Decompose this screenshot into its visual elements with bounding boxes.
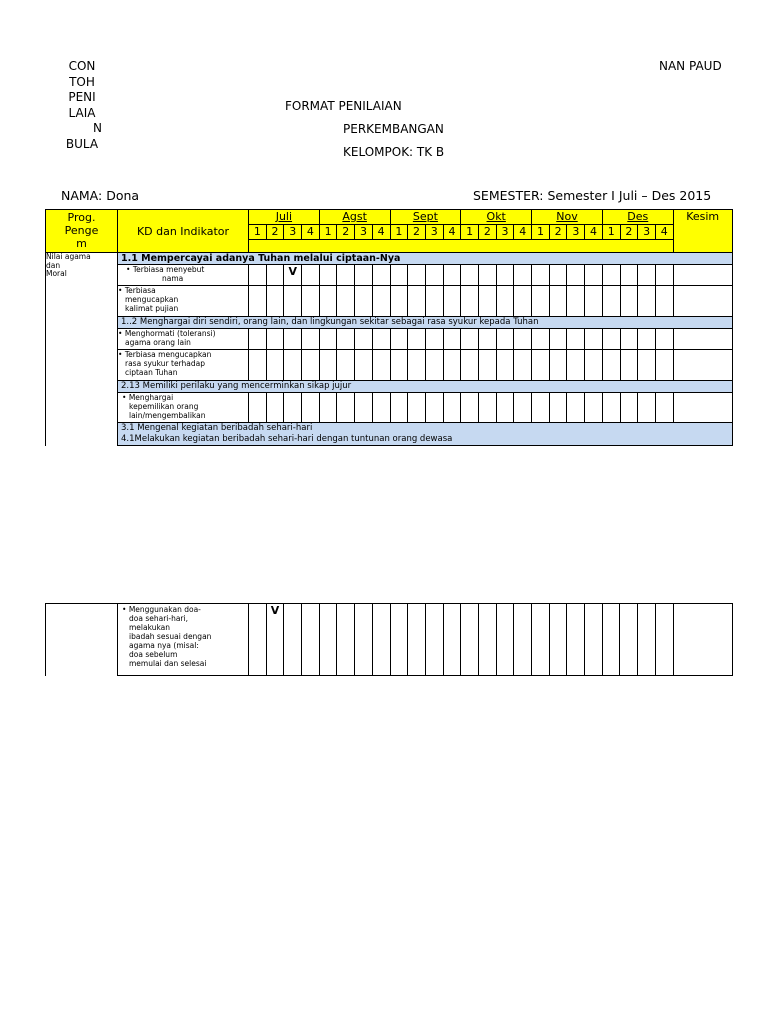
score-cell[interactable] xyxy=(249,350,267,381)
score-cell[interactable] xyxy=(319,286,337,317)
score-cell[interactable] xyxy=(249,265,267,286)
program-area-line: Nilai agama xyxy=(46,252,91,261)
kesim-cell[interactable] xyxy=(673,286,732,317)
score-cell[interactable] xyxy=(266,329,284,350)
score-cell[interactable] xyxy=(567,604,585,676)
month-header-juli: Juli xyxy=(249,210,320,225)
week-header-spacer xyxy=(249,240,674,253)
score-cell[interactable] xyxy=(620,604,638,676)
score-cell[interactable] xyxy=(602,286,620,317)
score-cell[interactable] xyxy=(655,329,673,350)
indicator-line: kalimat pujian xyxy=(125,304,179,313)
score-cell[interactable] xyxy=(655,265,673,286)
week-header: 1 xyxy=(249,225,267,240)
score-cell[interactable] xyxy=(302,604,320,676)
score-cell[interactable] xyxy=(620,329,638,350)
score-cell[interactable] xyxy=(408,393,426,423)
score-cell[interactable] xyxy=(319,393,337,423)
score-cell[interactable] xyxy=(638,286,656,317)
score-cell[interactable] xyxy=(355,350,373,381)
kesim-cell[interactable] xyxy=(673,350,732,381)
indicator-line: • Menggunakan doa- xyxy=(122,605,201,614)
score-cell[interactable] xyxy=(443,604,461,676)
left-title-line: TOH xyxy=(69,74,95,89)
score-cell[interactable] xyxy=(408,350,426,381)
score-cell[interactable] xyxy=(514,329,532,350)
score-cell[interactable] xyxy=(620,393,638,423)
score-cell[interactable] xyxy=(655,604,673,676)
kesim-cell[interactable] xyxy=(673,329,732,350)
score-cell[interactable] xyxy=(549,350,567,381)
score-cell[interactable] xyxy=(655,350,673,381)
score-cell[interactable] xyxy=(284,350,302,381)
score-cell[interactable] xyxy=(638,604,656,676)
kd-line: 4.1Melakukan kegiatan beribadah sehari-hari dengan tuntunan orang dewasa xyxy=(121,434,453,444)
score-cell[interactable] xyxy=(461,393,479,423)
indicator-cell xyxy=(118,604,249,676)
week-header: 1 xyxy=(319,225,337,240)
score-cell[interactable] xyxy=(372,604,390,676)
score-cell[interactable] xyxy=(549,393,567,423)
indicator-text: Terbiasa menyebut xyxy=(132,265,205,274)
score-cell[interactable] xyxy=(302,286,320,317)
indicator-line: mengucapkan xyxy=(125,295,179,304)
score-cell[interactable] xyxy=(620,286,638,317)
month-header-okt: Okt xyxy=(461,210,532,225)
score-cell[interactable] xyxy=(638,329,656,350)
score-cell[interactable] xyxy=(302,350,320,381)
indicator-line: melakukan xyxy=(129,623,171,632)
score-cell[interactable] xyxy=(585,350,603,381)
left-title-line: LAIA xyxy=(68,105,96,120)
week-header: 2 xyxy=(549,225,567,240)
score-cell[interactable] xyxy=(266,350,284,381)
score-cell[interactable] xyxy=(585,604,603,676)
month-header-agst: Agst xyxy=(319,210,390,225)
kd-header: KD dan Indikator xyxy=(118,210,249,253)
prog-header-line: m xyxy=(76,237,87,250)
score-cell[interactable] xyxy=(585,265,603,286)
indicator-text: Terbiasa xyxy=(124,286,156,295)
score-cell[interactable] xyxy=(620,350,638,381)
score-cell[interactable] xyxy=(496,265,514,286)
score-cell[interactable] xyxy=(408,604,426,676)
score-cell[interactable] xyxy=(638,350,656,381)
score-cell[interactable] xyxy=(602,393,620,423)
score-cell[interactable] xyxy=(337,604,355,676)
score-cell[interactable] xyxy=(302,265,320,286)
kd-row: 2.13 Memiliki perilaku yang mencerminkan sikap jujur xyxy=(118,381,733,393)
indicator-text: Menggunakan doa- xyxy=(128,605,201,614)
week-header: 2 xyxy=(337,225,355,240)
score-cell[interactable] xyxy=(372,329,390,350)
indicator-line: kepemilikan orang xyxy=(129,402,199,411)
score-cell[interactable] xyxy=(337,265,355,286)
score-cell[interactable] xyxy=(443,329,461,350)
score-cell[interactable] xyxy=(496,350,514,381)
score-cell[interactable] xyxy=(567,286,585,317)
indicator-cell xyxy=(118,329,249,350)
score-cell[interactable] xyxy=(390,393,408,423)
score-cell[interactable] xyxy=(496,393,514,423)
score-cell[interactable] xyxy=(655,286,673,317)
score-cell[interactable] xyxy=(549,265,567,286)
score-cell[interactable] xyxy=(390,329,408,350)
program-area xyxy=(46,253,118,446)
score-cell[interactable] xyxy=(372,286,390,317)
score-cell[interactable] xyxy=(478,604,496,676)
score-cell[interactable] xyxy=(620,265,638,286)
left-title-line: CON xyxy=(68,59,96,73)
score-cell[interactable] xyxy=(567,329,585,350)
score-cell[interactable] xyxy=(549,286,567,317)
score-cell[interactable] xyxy=(532,286,550,317)
score-cell[interactable] xyxy=(514,393,532,423)
score-cell[interactable] xyxy=(461,350,479,381)
indicator-cell xyxy=(118,350,249,381)
score-cell[interactable] xyxy=(284,286,302,317)
score-cell-checked[interactable]: V xyxy=(284,265,302,286)
program-area-line: Moral xyxy=(46,269,67,278)
score-cell[interactable] xyxy=(461,286,479,317)
score-cell[interactable] xyxy=(425,265,443,286)
score-cell[interactable] xyxy=(549,604,567,676)
score-cell[interactable] xyxy=(443,393,461,423)
week-header: 3 xyxy=(638,225,656,240)
kd-row: 1..2 Menghargai diri sendiri, orang lain, dan lingkungan sekitar sebagai rasa syukur kepada Tuhan xyxy=(118,317,733,329)
score-cell[interactable] xyxy=(266,393,284,423)
score-cell[interactable] xyxy=(355,265,373,286)
score-cell[interactable] xyxy=(319,329,337,350)
score-cell[interactable] xyxy=(443,286,461,317)
week-header: 1 xyxy=(532,225,550,240)
assessment-table xyxy=(45,209,733,446)
score-cell[interactable] xyxy=(425,350,443,381)
score-cell[interactable] xyxy=(372,350,390,381)
score-cell[interactable] xyxy=(567,265,585,286)
score-cell[interactable] xyxy=(408,286,426,317)
score-cell[interactable] xyxy=(302,393,320,423)
score-cell[interactable] xyxy=(602,329,620,350)
week-header: 2 xyxy=(479,225,497,240)
score-cell[interactable] xyxy=(425,286,443,317)
month-header-sept: Sept xyxy=(390,210,461,225)
week-header: 4 xyxy=(302,225,320,240)
indicator-line: • Terbiasa mengucapkan xyxy=(118,350,212,359)
week-header: 3 xyxy=(284,225,302,240)
kesim-cell[interactable] xyxy=(673,604,732,676)
kd-row: 1.1 Mempercayai adanya Tuhan melalui ciptaan-Nya xyxy=(118,253,733,265)
indicator-line: • Terbiasa xyxy=(118,286,156,295)
score-cell[interactable] xyxy=(355,329,373,350)
left-title xyxy=(62,59,102,152)
left-title-line: BULA xyxy=(65,136,99,151)
score-cell[interactable] xyxy=(461,265,479,286)
doc-title-line1: FORMAT PENILAIAN xyxy=(285,99,402,113)
indicator-line: agama nya (misal: xyxy=(129,641,199,650)
score-cell[interactable] xyxy=(390,265,408,286)
score-cell[interactable] xyxy=(479,265,497,286)
score-cell[interactable] xyxy=(655,393,673,423)
week-header: 3 xyxy=(496,225,514,240)
score-cell[interactable] xyxy=(249,393,267,423)
score-cell[interactable] xyxy=(479,329,497,350)
score-cell[interactable] xyxy=(567,393,585,423)
score-cell[interactable] xyxy=(249,604,267,676)
score-cell[interactable] xyxy=(514,604,532,676)
week-header: 2 xyxy=(408,225,426,240)
score-cell[interactable] xyxy=(390,286,408,317)
score-cell[interactable] xyxy=(549,329,567,350)
week-header: 3 xyxy=(425,225,443,240)
score-cell[interactable] xyxy=(337,329,355,350)
score-cell[interactable] xyxy=(355,604,373,676)
score-cell[interactable] xyxy=(602,350,620,381)
score-cell[interactable] xyxy=(266,265,284,286)
score-cell[interactable] xyxy=(408,329,426,350)
month-header-nov: Nov xyxy=(532,210,603,225)
indicator-line: lain/mengembalikan xyxy=(129,411,206,420)
score-cell[interactable] xyxy=(638,265,656,286)
score-cell[interactable] xyxy=(249,286,267,317)
score-cell[interactable] xyxy=(479,393,497,423)
week-header: 4 xyxy=(585,225,603,240)
indicator-cell xyxy=(118,393,249,423)
score-cell[interactable] xyxy=(479,350,497,381)
indicator-text: Terbiasa mengucapkan xyxy=(124,350,212,359)
score-cell[interactable] xyxy=(425,329,443,350)
indicator-line: nama xyxy=(162,274,184,283)
right-header: NAN PAUD xyxy=(659,59,722,73)
score-cell[interactable] xyxy=(532,265,550,286)
week-header: 2 xyxy=(620,225,638,240)
score-cell[interactable] xyxy=(532,604,550,676)
left-title-line: N xyxy=(93,121,102,135)
score-cell[interactable] xyxy=(284,393,302,423)
week-header: 4 xyxy=(514,225,532,240)
indicator-line: • Menghargai xyxy=(122,393,174,402)
score-cell[interactable] xyxy=(514,286,532,317)
score-cell[interactable] xyxy=(602,265,620,286)
score-cell[interactable] xyxy=(355,286,373,317)
score-cell[interactable] xyxy=(319,604,337,676)
score-cell[interactable] xyxy=(532,393,550,423)
score-cell[interactable] xyxy=(372,393,390,423)
doc-title-line2: PERKEMBANGAN xyxy=(343,122,444,136)
week-header: 4 xyxy=(443,225,461,240)
score-cell[interactable] xyxy=(532,350,550,381)
indicator-cell xyxy=(118,286,249,317)
prog-header xyxy=(46,210,118,253)
score-cell[interactable] xyxy=(337,286,355,317)
score-cell[interactable] xyxy=(249,329,267,350)
score-cell[interactable] xyxy=(514,350,532,381)
score-cell[interactable] xyxy=(302,329,320,350)
score-cell[interactable] xyxy=(266,286,284,317)
assessment-table-continued xyxy=(45,603,733,676)
score-cell[interactable] xyxy=(585,329,603,350)
kd-row xyxy=(118,423,733,446)
week-header: 1 xyxy=(390,225,408,240)
score-cell[interactable] xyxy=(355,393,373,423)
score-cell[interactable] xyxy=(496,604,514,676)
indicator-line: • Menghormati (toleransi) xyxy=(118,329,216,338)
kesim-cell[interactable] xyxy=(673,265,732,286)
score-cell[interactable] xyxy=(585,393,603,423)
kesim-header: Kesim xyxy=(673,210,732,253)
score-cell[interactable] xyxy=(461,329,479,350)
score-cell[interactable] xyxy=(319,350,337,381)
indicator-line: ciptaan Tuhan xyxy=(125,368,178,377)
score-cell[interactable] xyxy=(496,329,514,350)
indicator-line: • Terbiasa menyebut xyxy=(126,265,205,274)
score-cell[interactable] xyxy=(496,286,514,317)
kd-line: 3.1 Mengenal kegiatan beribadah sehari-hari xyxy=(121,423,313,433)
score-cell[interactable] xyxy=(443,265,461,286)
score-cell[interactable] xyxy=(390,604,408,676)
week-header: 4 xyxy=(655,225,673,240)
score-cell[interactable] xyxy=(337,393,355,423)
score-cell[interactable] xyxy=(425,604,443,676)
score-cell[interactable] xyxy=(284,329,302,350)
indicator-line: doa sebelum xyxy=(129,650,178,659)
indicator-line: agama orang lain xyxy=(125,338,191,347)
indicator-line: memulai dan selesai xyxy=(129,659,207,668)
indicator-cell xyxy=(118,265,249,286)
prog-header-line: Penge xyxy=(64,224,99,237)
score-cell[interactable] xyxy=(461,604,479,676)
score-cell[interactable] xyxy=(284,604,302,676)
program-area-continued xyxy=(46,604,118,676)
prog-header-line: Prog. xyxy=(67,211,96,224)
week-header: 1 xyxy=(602,225,620,240)
indicator-line: doa sehari-hari, xyxy=(129,614,188,623)
score-cell[interactable] xyxy=(479,286,497,317)
week-header: 3 xyxy=(355,225,373,240)
program-area-line: dan xyxy=(46,260,61,270)
student-name: NAMA: Dona xyxy=(61,188,140,203)
score-cell[interactable] xyxy=(532,329,550,350)
score-cell[interactable] xyxy=(337,350,355,381)
score-cell[interactable] xyxy=(443,350,461,381)
left-title-line: PENI xyxy=(68,90,96,104)
score-cell[interactable] xyxy=(319,265,337,286)
indicator-text: Menghormati (toleransi) xyxy=(124,329,216,338)
indicator-text: Menghargai xyxy=(128,393,174,402)
indicator-line: ibadah sesuai dengan xyxy=(129,632,212,641)
week-header: 2 xyxy=(266,225,284,240)
month-header-des: Des xyxy=(602,210,673,225)
semester-label: SEMESTER: Semester I Juli – Des 2015 xyxy=(473,188,712,203)
score-cell[interactable] xyxy=(514,265,532,286)
week-header: 4 xyxy=(372,225,390,240)
score-cell[interactable] xyxy=(425,393,443,423)
score-cell[interactable] xyxy=(390,350,408,381)
week-header: 1 xyxy=(461,225,479,240)
score-cell[interactable] xyxy=(585,286,603,317)
score-cell[interactable] xyxy=(638,393,656,423)
week-header: 3 xyxy=(567,225,585,240)
score-cell[interactable] xyxy=(408,265,426,286)
doc-title-line3: KELOMPOK: TK B xyxy=(343,145,445,159)
score-cell[interactable] xyxy=(372,265,390,286)
score-cell[interactable] xyxy=(567,350,585,381)
score-cell[interactable] xyxy=(602,604,620,676)
indicator-line: rasa syukur terhadap xyxy=(125,359,205,368)
kesim-cell[interactable] xyxy=(673,393,732,423)
score-cell-checked[interactable]: V xyxy=(266,604,284,676)
